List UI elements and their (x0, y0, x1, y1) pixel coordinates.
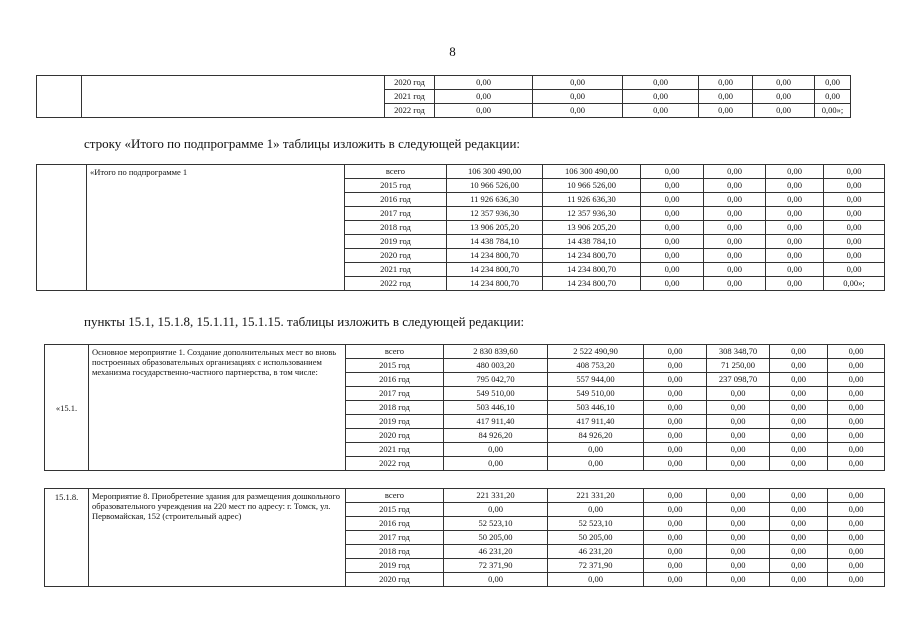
value-cell: 0,00 (828, 373, 885, 387)
value-cell: 0,00 (641, 249, 704, 263)
value-cell: 0,00 (641, 193, 704, 207)
value-cell: 2 830 839,60 (444, 345, 548, 359)
value-cell: 0,00»; (824, 277, 885, 291)
value-cell: 0,00 (641, 165, 704, 179)
value-cell: 308 348,70 (707, 345, 770, 359)
year-cell: 2015 год (345, 179, 447, 193)
year-cell: 2021 год (346, 443, 444, 457)
year-cell: 2019 год (345, 235, 447, 249)
value-cell: 0,00 (644, 457, 707, 471)
value-cell: 0,00 (644, 443, 707, 457)
value-cell: 0,00 (824, 207, 885, 221)
row-description: «Итого по подпрограмме 1 (87, 165, 345, 291)
year-cell: 2019 год (346, 415, 444, 429)
value-cell: 0,00 (435, 104, 533, 118)
value-cell: 417 911,40 (548, 415, 644, 429)
value-cell: 0,00 (641, 207, 704, 221)
value-cell: 221 331,20 (548, 489, 644, 503)
value-cell: 0,00 (828, 429, 885, 443)
value-cell: 0,00 (828, 457, 885, 471)
value-cell: 0,00 (704, 249, 766, 263)
value-cell: 0,00 (828, 545, 885, 559)
value-cell: 14 438 784,10 (447, 235, 543, 249)
value-cell: 503 446,10 (548, 401, 644, 415)
value-cell: 0,00 (644, 545, 707, 559)
value-cell: 0,00 (824, 221, 885, 235)
value-cell: 106 300 490,00 (447, 165, 543, 179)
value-cell: 0,00 (623, 90, 699, 104)
value-cell: 0,00 (444, 443, 548, 457)
value-cell: 0,00 (533, 90, 623, 104)
value-cell: 50 205,00 (444, 531, 548, 545)
year-cell: 2022 год (385, 104, 435, 118)
value-cell: 0,00 (766, 249, 824, 263)
value-cell: 0,00 (828, 503, 885, 517)
value-cell: 46 231,20 (548, 545, 644, 559)
value-cell: 14 234 800,70 (543, 277, 641, 291)
row-code: «15.1. (45, 345, 89, 471)
year-cell: 2016 год (345, 193, 447, 207)
value-cell: 0,00 (641, 221, 704, 235)
value-cell: 12 357 936,30 (447, 207, 543, 221)
value-cell: 0,00 (548, 503, 644, 517)
value-cell: 0,00 (644, 573, 707, 587)
value-cell: 0,00 (548, 443, 644, 457)
year-cell: 2020 год (345, 249, 447, 263)
year-cell: 2020 год (385, 76, 435, 90)
value-cell: 0,00 (766, 207, 824, 221)
year-cell: 2021 год (345, 263, 447, 277)
value-cell: 0,00 (704, 221, 766, 235)
value-cell: 0,00 (766, 235, 824, 249)
value-cell: 13 906 205,20 (447, 221, 543, 235)
value-cell: 0,00 (548, 457, 644, 471)
value-cell: 0,00 (753, 90, 815, 104)
value-cell: 72 371,90 (548, 559, 644, 573)
measure-15-1-8-table (44, 488, 885, 587)
value-cell: 237 098,70 (707, 373, 770, 387)
value-cell: 0,00 (824, 179, 885, 193)
value-cell: 0,00 (824, 263, 885, 277)
year-cell: 2020 год (346, 429, 444, 443)
value-cell: 0,00 (641, 235, 704, 249)
value-cell: 0,00 (828, 443, 885, 457)
year-cell: 2022 год (346, 457, 444, 471)
value-cell: 0,00 (704, 207, 766, 221)
value-cell: 0,00 (828, 559, 885, 573)
value-cell: 417 911,40 (444, 415, 548, 429)
year-cell: 2020 год (346, 573, 444, 587)
value-cell: 0,00 (707, 573, 770, 587)
value-cell: 549 510,00 (548, 387, 644, 401)
instruction-paragraph-1: строку «Итого по подпрограмме 1» таблицы изложить в следующей редакции: (84, 136, 521, 151)
value-cell: 0,00 (699, 76, 753, 90)
value-cell: 0,00 (707, 415, 770, 429)
value-cell: 0,00 (644, 517, 707, 531)
value-cell: 0,00 (770, 559, 828, 573)
value-cell: 0,00 (644, 415, 707, 429)
value-cell: 0,00 (815, 90, 851, 104)
value-cell: 0,00 (644, 387, 707, 401)
value-cell: 0,00 (766, 193, 824, 207)
year-cell: 2016 год (346, 517, 444, 531)
value-cell: 0,00 (828, 415, 885, 429)
value-cell: 14 438 784,10 (543, 235, 641, 249)
value-cell: 408 753,20 (548, 359, 644, 373)
value-cell: 0,00 (644, 345, 707, 359)
row-description: Основное мероприятие 1. Создание дополнительных мест во вновь построенных образовательных организациях с использованием механизма государственно-частного партнерства, в том числе: (89, 345, 346, 471)
value-cell: 0,00 (766, 179, 824, 193)
value-cell: 0,00 (644, 401, 707, 415)
value-cell: 14 234 800,70 (447, 263, 543, 277)
value-cell: 0,00 (707, 545, 770, 559)
value-cell: 13 906 205,20 (543, 221, 641, 235)
value-cell: 0,00»; (815, 104, 851, 118)
subprogram-total-table (36, 164, 885, 291)
value-cell: 0,00 (824, 165, 885, 179)
value-cell: 106 300 490,00 (543, 165, 641, 179)
value-cell: 0,00 (707, 401, 770, 415)
value-cell: 0,00 (704, 235, 766, 249)
value-cell: 0,00 (707, 387, 770, 401)
continuation-table (36, 75, 851, 118)
value-cell: 12 357 936,30 (543, 207, 641, 221)
value-cell: 0,00 (623, 76, 699, 90)
value-cell: 0,00 (435, 90, 533, 104)
value-cell: 0,00 (699, 104, 753, 118)
value-cell: 0,00 (704, 165, 766, 179)
value-cell: 0,00 (704, 277, 766, 291)
value-cell: 0,00 (766, 221, 824, 235)
value-cell: 0,00 (444, 573, 548, 587)
value-cell: 0,00 (707, 457, 770, 471)
value-cell: 10 966 526,00 (447, 179, 543, 193)
value-cell: 0,00 (704, 263, 766, 277)
value-cell: 0,00 (770, 415, 828, 429)
value-cell: 0,00 (828, 573, 885, 587)
value-cell: 52 523,10 (444, 517, 548, 531)
value-cell: 0,00 (641, 179, 704, 193)
value-cell: 84 926,20 (444, 429, 548, 443)
value-cell: 0,00 (533, 76, 623, 90)
row-description (82, 76, 385, 118)
year-cell: всего (346, 489, 444, 503)
value-cell: 0,00 (770, 345, 828, 359)
value-cell: 0,00 (644, 531, 707, 545)
value-cell: 0,00 (766, 277, 824, 291)
table-row (45, 489, 885, 503)
value-cell: 0,00 (753, 76, 815, 90)
value-cell: 0,00 (707, 443, 770, 457)
year-cell: 2022 год (345, 277, 447, 291)
row-description: Мероприятие 8. Приобретение здания для размещения дошкольного образовательного учреждения на 220 мест по адресу: г. Томск, ул. Первомайская, 152 (строительный адрес) (89, 489, 346, 587)
value-cell: 11 926 636,30 (447, 193, 543, 207)
value-cell: 14 234 800,70 (543, 249, 641, 263)
value-cell: 0,00 (770, 457, 828, 471)
value-cell: 0,00 (770, 359, 828, 373)
value-cell: 0,00 (828, 345, 885, 359)
value-cell: 480 003,20 (444, 359, 548, 373)
value-cell: 14 234 800,70 (447, 249, 543, 263)
value-cell: 11 926 636,30 (543, 193, 641, 207)
year-cell: 2018 год (346, 401, 444, 415)
value-cell: 0,00 (824, 249, 885, 263)
value-cell: 0,00 (766, 165, 824, 179)
value-cell: 0,00 (770, 517, 828, 531)
row-code (37, 165, 87, 291)
year-cell: 2017 год (345, 207, 447, 221)
value-cell: 14 234 800,70 (447, 277, 543, 291)
value-cell: 14 234 800,70 (543, 263, 641, 277)
value-cell: 0,00 (753, 104, 815, 118)
value-cell: 0,00 (704, 193, 766, 207)
value-cell: 0,00 (707, 503, 770, 517)
value-cell: 0,00 (444, 457, 548, 471)
value-cell: 0,00 (644, 559, 707, 573)
value-cell: 0,00 (644, 489, 707, 503)
value-cell: 0,00 (828, 517, 885, 531)
value-cell: 0,00 (699, 90, 753, 104)
value-cell: 0,00 (533, 104, 623, 118)
instruction-paragraph-2: пункты 15.1, 15.1.8, 15.1.11, 15.1.15. таблицы изложить в следующей редакции: (84, 314, 525, 329)
value-cell: 0,00 (707, 559, 770, 573)
year-cell: 2015 год (346, 503, 444, 517)
year-cell: 2016 год (346, 373, 444, 387)
value-cell: 0,00 (641, 263, 704, 277)
table-row (37, 165, 885, 179)
value-cell: 795 042,70 (444, 373, 548, 387)
value-cell: 0,00 (770, 429, 828, 443)
value-cell: 0,00 (623, 104, 699, 118)
table-row (45, 345, 885, 359)
value-cell: 0,00 (707, 517, 770, 531)
value-cell: 0,00 (828, 401, 885, 415)
value-cell: 0,00 (704, 179, 766, 193)
value-cell: 0,00 (824, 193, 885, 207)
value-cell: 0,00 (770, 387, 828, 401)
value-cell: 0,00 (770, 503, 828, 517)
value-cell: 0,00 (828, 359, 885, 373)
value-cell: 0,00 (548, 573, 644, 587)
value-cell: 0,00 (770, 443, 828, 457)
value-cell: 0,00 (707, 489, 770, 503)
value-cell: 46 231,20 (444, 545, 548, 559)
value-cell: 0,00 (770, 373, 828, 387)
value-cell: 557 944,00 (548, 373, 644, 387)
value-cell: 0,00 (707, 429, 770, 443)
value-cell: 50 205,00 (548, 531, 644, 545)
value-cell: 2 522 490,90 (548, 345, 644, 359)
table-row (37, 76, 851, 90)
value-cell: 0,00 (824, 235, 885, 249)
year-cell: всего (345, 165, 447, 179)
year-cell: 2018 год (345, 221, 447, 235)
value-cell: 52 523,10 (548, 517, 644, 531)
year-cell: 2021 год (385, 90, 435, 104)
page-number: 8 (449, 44, 456, 59)
value-cell: 0,00 (644, 429, 707, 443)
value-cell: 0,00 (770, 489, 828, 503)
value-cell: 0,00 (644, 503, 707, 517)
value-cell: 0,00 (770, 545, 828, 559)
value-cell: 0,00 (815, 76, 851, 90)
value-cell: 503 446,10 (444, 401, 548, 415)
value-cell: 0,00 (707, 531, 770, 545)
value-cell: 84 926,20 (548, 429, 644, 443)
year-cell: 2015 год (346, 359, 444, 373)
year-cell: 2019 год (346, 559, 444, 573)
row-code (37, 76, 82, 118)
year-cell: всего (346, 345, 444, 359)
row-code: 15.1.8. (45, 489, 89, 587)
value-cell: 72 371,90 (444, 559, 548, 573)
value-cell: 0,00 (444, 503, 548, 517)
value-cell: 71 250,00 (707, 359, 770, 373)
value-cell: 0,00 (828, 387, 885, 401)
value-cell: 549 510,00 (444, 387, 548, 401)
value-cell: 0,00 (644, 359, 707, 373)
year-cell: 2018 год (346, 545, 444, 559)
measure-15-1-table (44, 344, 885, 471)
year-cell: 2017 год (346, 531, 444, 545)
value-cell: 221 331,20 (444, 489, 548, 503)
value-cell: 0,00 (766, 263, 824, 277)
value-cell: 0,00 (770, 401, 828, 415)
value-cell: 0,00 (435, 76, 533, 90)
value-cell: 10 966 526,00 (543, 179, 641, 193)
value-cell: 0,00 (770, 573, 828, 587)
value-cell: 0,00 (644, 373, 707, 387)
value-cell: 0,00 (828, 489, 885, 503)
value-cell: 0,00 (770, 531, 828, 545)
year-cell: 2017 год (346, 387, 444, 401)
value-cell: 0,00 (641, 277, 704, 291)
value-cell: 0,00 (828, 531, 885, 545)
